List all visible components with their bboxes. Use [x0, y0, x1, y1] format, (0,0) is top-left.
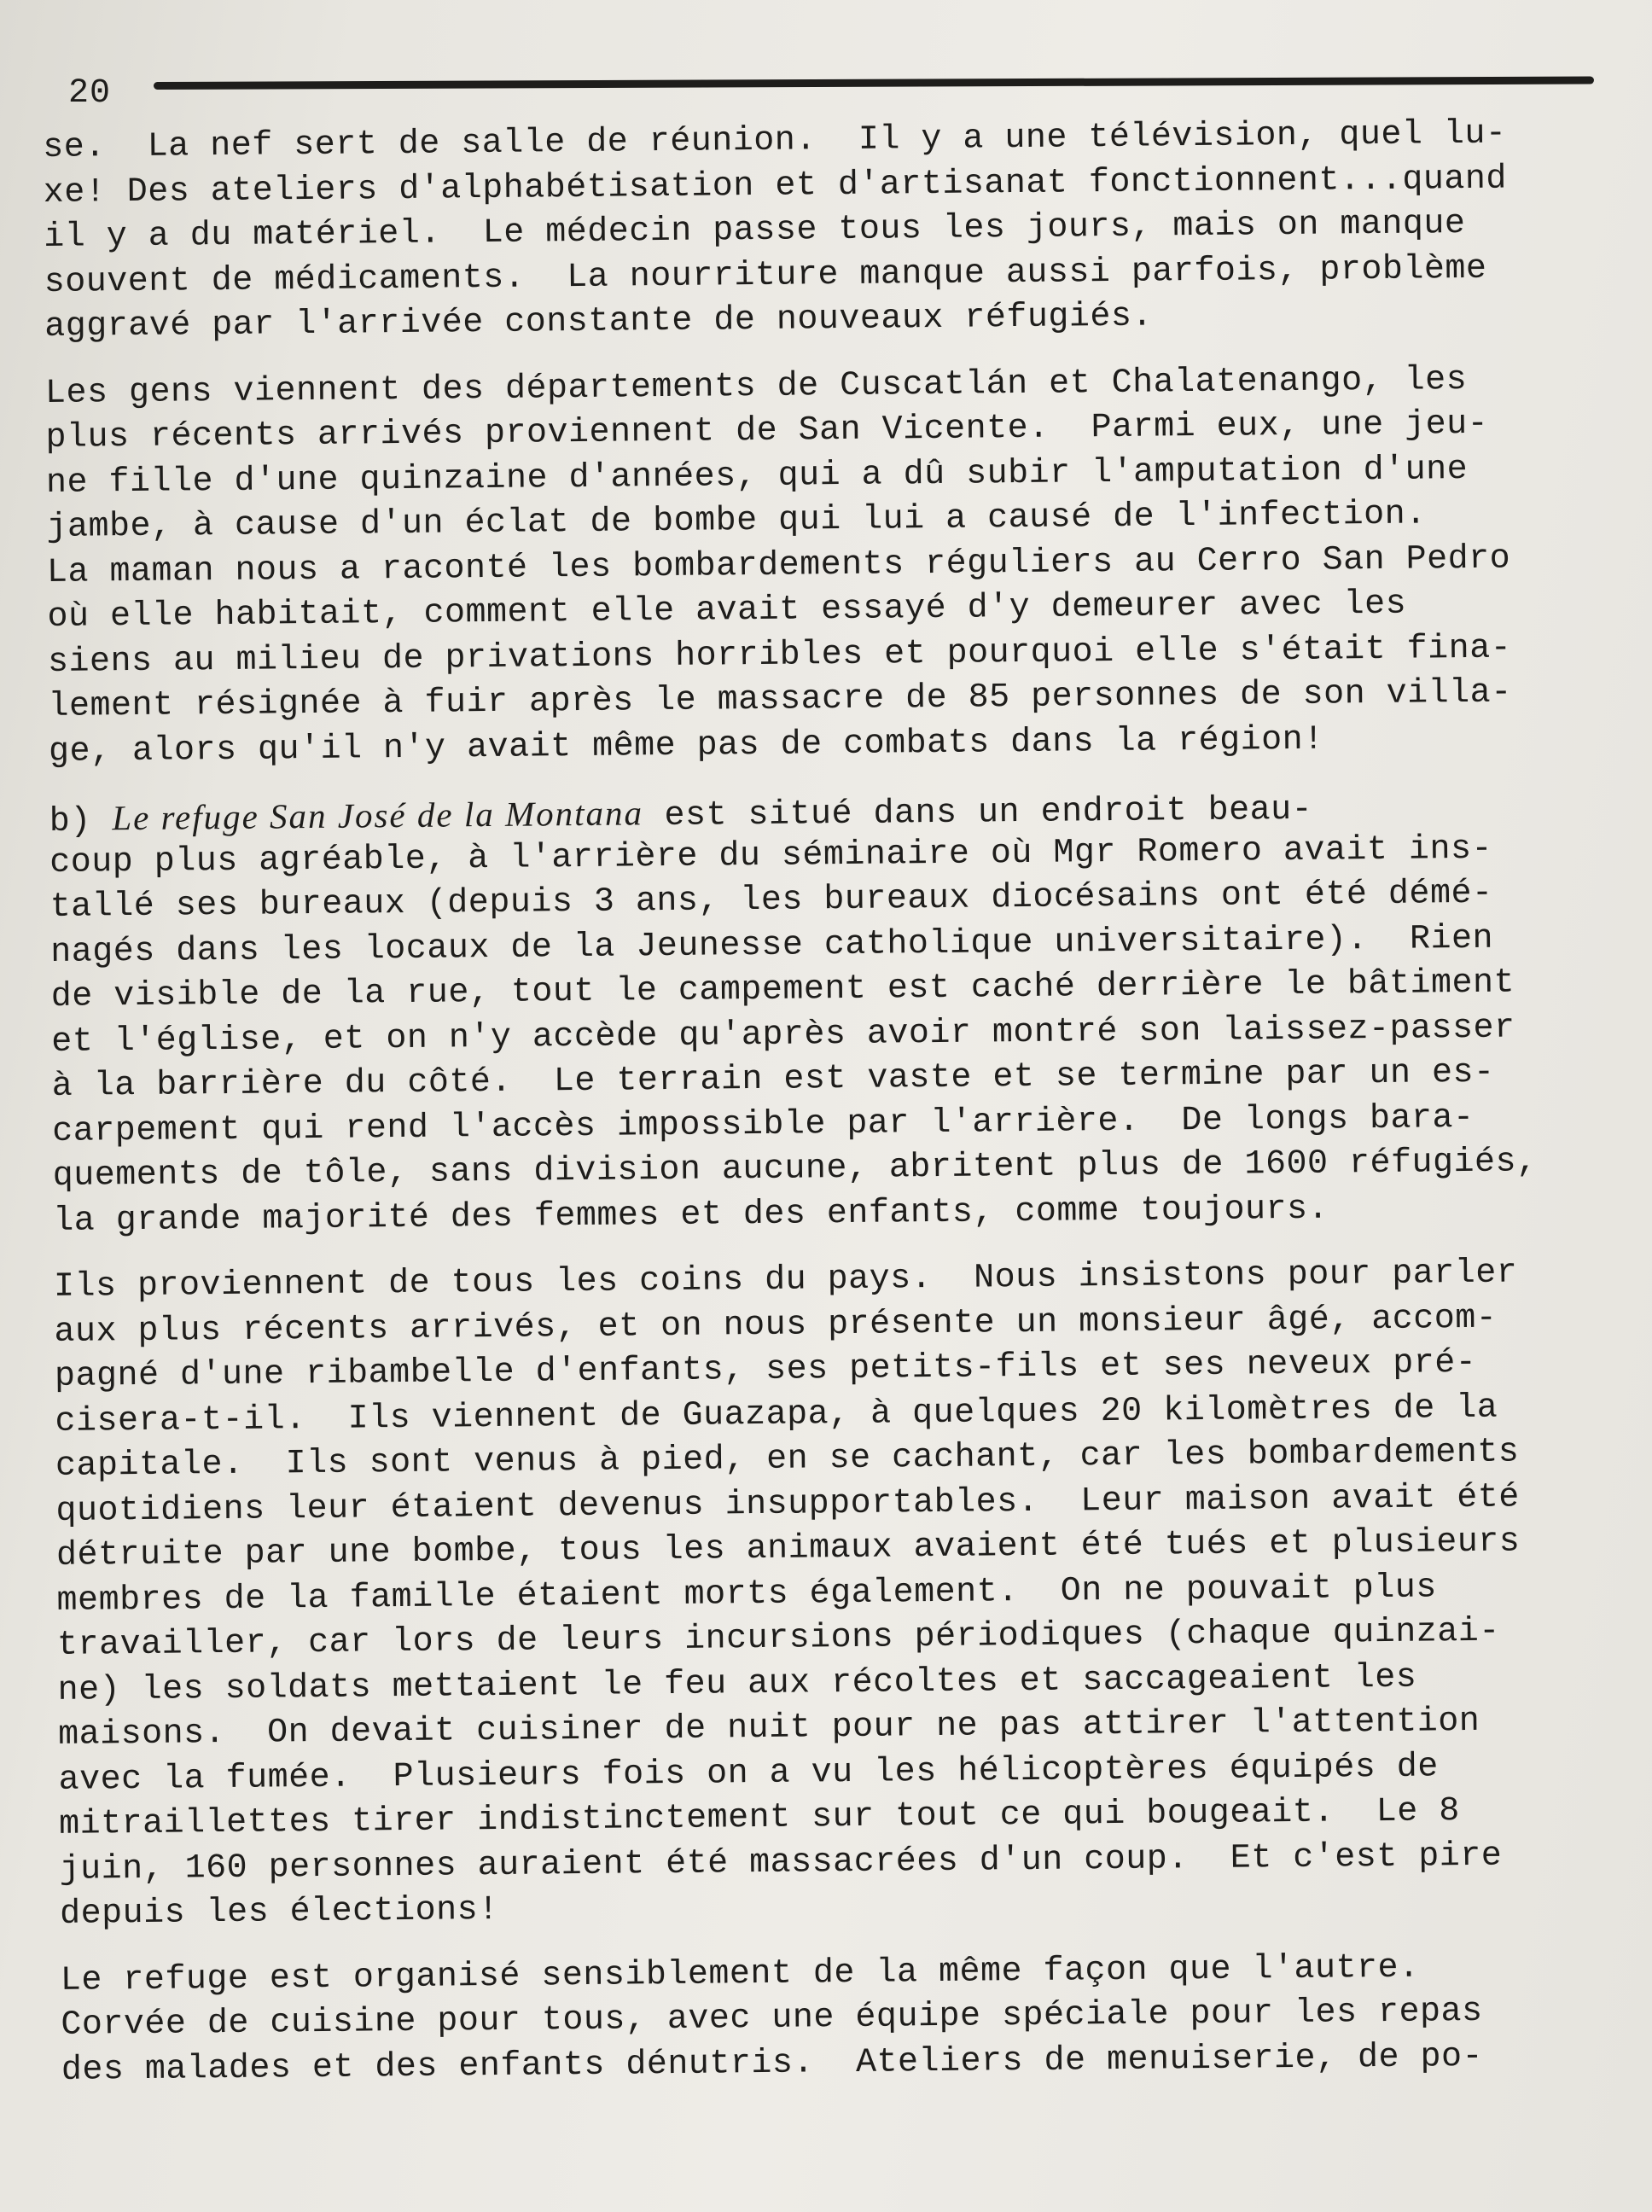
- section-label: b): [49, 802, 92, 841]
- text-line: maisons. On devait cuisiner de nuit pour ne pas attirer l'attention: [57, 1702, 1480, 1755]
- text-line: où elle habitait, comment elle avait essayé d'y demeurer avec les: [47, 585, 1407, 637]
- text-line: juin, 160 personnes auraient été massacrées d'un coup. Et c'est pire: [59, 1837, 1503, 1889]
- text-line: et l'église, et on n'y accède qu'après avoir montré son laissez-passer: [51, 1008, 1515, 1062]
- text-line: de visible de la rue, tout le campement est caché derrière le bâtiment: [50, 963, 1515, 1016]
- text-line: aggravé par l'arrivée constante de nouveaux réfugiés.: [44, 297, 1154, 346]
- text-line: membres de la famille étaient morts également. On ne pouvait plus: [56, 1568, 1437, 1621]
- text-line: ne) les soldats mettaient le feu aux récoltes et saccageaient les: [57, 1658, 1417, 1710]
- text-line: ge, alors qu'il n'y avait même pas de combats dans la région!: [48, 720, 1324, 771]
- text-line: souvent de médicaments. La nourriture manque aussi parfois, problème: [44, 249, 1487, 302]
- text-line: siens au milieu de privations horribles et pourquoi elle s'était fina-: [47, 629, 1512, 682]
- text-line: à la barrière du côté. Le terrain est vaste et se termine par un es-: [51, 1053, 1495, 1106]
- text-line: ne fille d'une quinzaine d'années, qui a dû subir l'amputation d'une: [45, 450, 1469, 503]
- text-line: Corvée de cuisine pour tous, avec une équipe spéciale pour les repas: [61, 1992, 1483, 2045]
- paragraph-origins: [45, 357, 1636, 775]
- text-line: détruite par une bombe, tous les animaux avaient été tués et plusieurs: [55, 1522, 1521, 1575]
- text-line: La maman nous a raconté les bombardements réguliers au Cerro San Pedro: [46, 539, 1511, 592]
- text-line: coup plus agréable, à l'arrière du séminaire où Mgr Romero avait ins-: [49, 830, 1493, 882]
- text-line: quements de tôle, sans division aucune, abritent plus de 1600 réfugiés,: [52, 1143, 1538, 1196]
- body-text: [43, 111, 1649, 2115]
- text-line: cisera-t-il. Ils viennent de Guazapa, à quelques 20 kilomètres de la: [55, 1388, 1498, 1441]
- text-line: Les gens viennent des départements de Cuscatlán et Chalatenango, les: [44, 360, 1468, 413]
- paragraph-testimony: [54, 1250, 1647, 1937]
- text-line: avec la fumée. Plusieurs fois on a vu les hélicoptères équipés de: [58, 1747, 1440, 1800]
- text-line: xe! Des ateliers d'alphabétisation et d'artisanat fonctionnent...quand: [43, 160, 1508, 212]
- text-line: aux plus récents arrivés, et on nous présente un monsieur âgé, accom-: [54, 1299, 1498, 1352]
- refuge-title: Le refuge San José de la Montana: [112, 793, 644, 838]
- header-rule: [154, 77, 1594, 90]
- text-line: jambe, à cause d'un éclat de bombe qui lui a causé de l'infection.: [46, 495, 1427, 547]
- text-line: des malades et des enfants dénutris. Ateliers de menuiserie, de po-: [61, 2037, 1484, 2090]
- text-line: Ils proviennent de tous les coins du pays. Nous insistons pour parler: [53, 1254, 1518, 1307]
- text-line: plus récents arrivés proviennent de San Vicente. Parmi eux, une jeu-: [45, 405, 1489, 457]
- page-number: 20: [68, 74, 112, 113]
- text-line: Le refuge est organisé sensiblement de la même façon que l'autre.: [60, 1948, 1420, 2000]
- text-line: capitale. Ils sont venus à pied, en se cachant, car les bombardements: [55, 1433, 1520, 1486]
- paragraph-refuge-conditions: [43, 111, 1632, 350]
- text-line: pagné d'une ribambelle d'enfants, ses petits-fils et ses neveux pré-: [54, 1343, 1477, 1396]
- text-line: la grande majorité des femmes et des enfants, comme toujours.: [53, 1190, 1329, 1241]
- lead-text: est situé dans un endroit beau-: [643, 790, 1313, 836]
- paragraph-refuge-san-jose: [49, 781, 1641, 1244]
- text-line: il y a du matériel. Le médecin passe tous les jours, mais on manque: [44, 205, 1466, 257]
- text-line: travailler, car lors de leurs incursions périodiques (chaque quinzai-: [56, 1612, 1501, 1665]
- text-line: depuis les élections!: [59, 1890, 499, 1934]
- text-line: carpement qui rend l'accès impossible par l'arrière. De longs bara-: [52, 1098, 1475, 1151]
- text-line: nagés dans les locaux de la Jeunesse catholique universitaire). Rien: [50, 919, 1494, 972]
- text-line: lement résignée à fuir après le massacre de 85 personnes de son villa-: [48, 673, 1512, 726]
- text-line: se. La nef sert de salle de réunion. Il y a une télévision, quel lu-: [43, 114, 1507, 167]
- text-line: quotidiens leur étaient devenus insupportables. Leur maison avait été: [55, 1477, 1520, 1531]
- text-line: tallé ses bureaux (depuis 3 ans, les bureaux diocésains ont été démé-: [49, 874, 1493, 927]
- text-line: mitraillettes tirer indistinctement sur tout ce qui bougeait. Le 8: [58, 1792, 1461, 1844]
- paragraph-organization: [61, 1944, 1649, 2093]
